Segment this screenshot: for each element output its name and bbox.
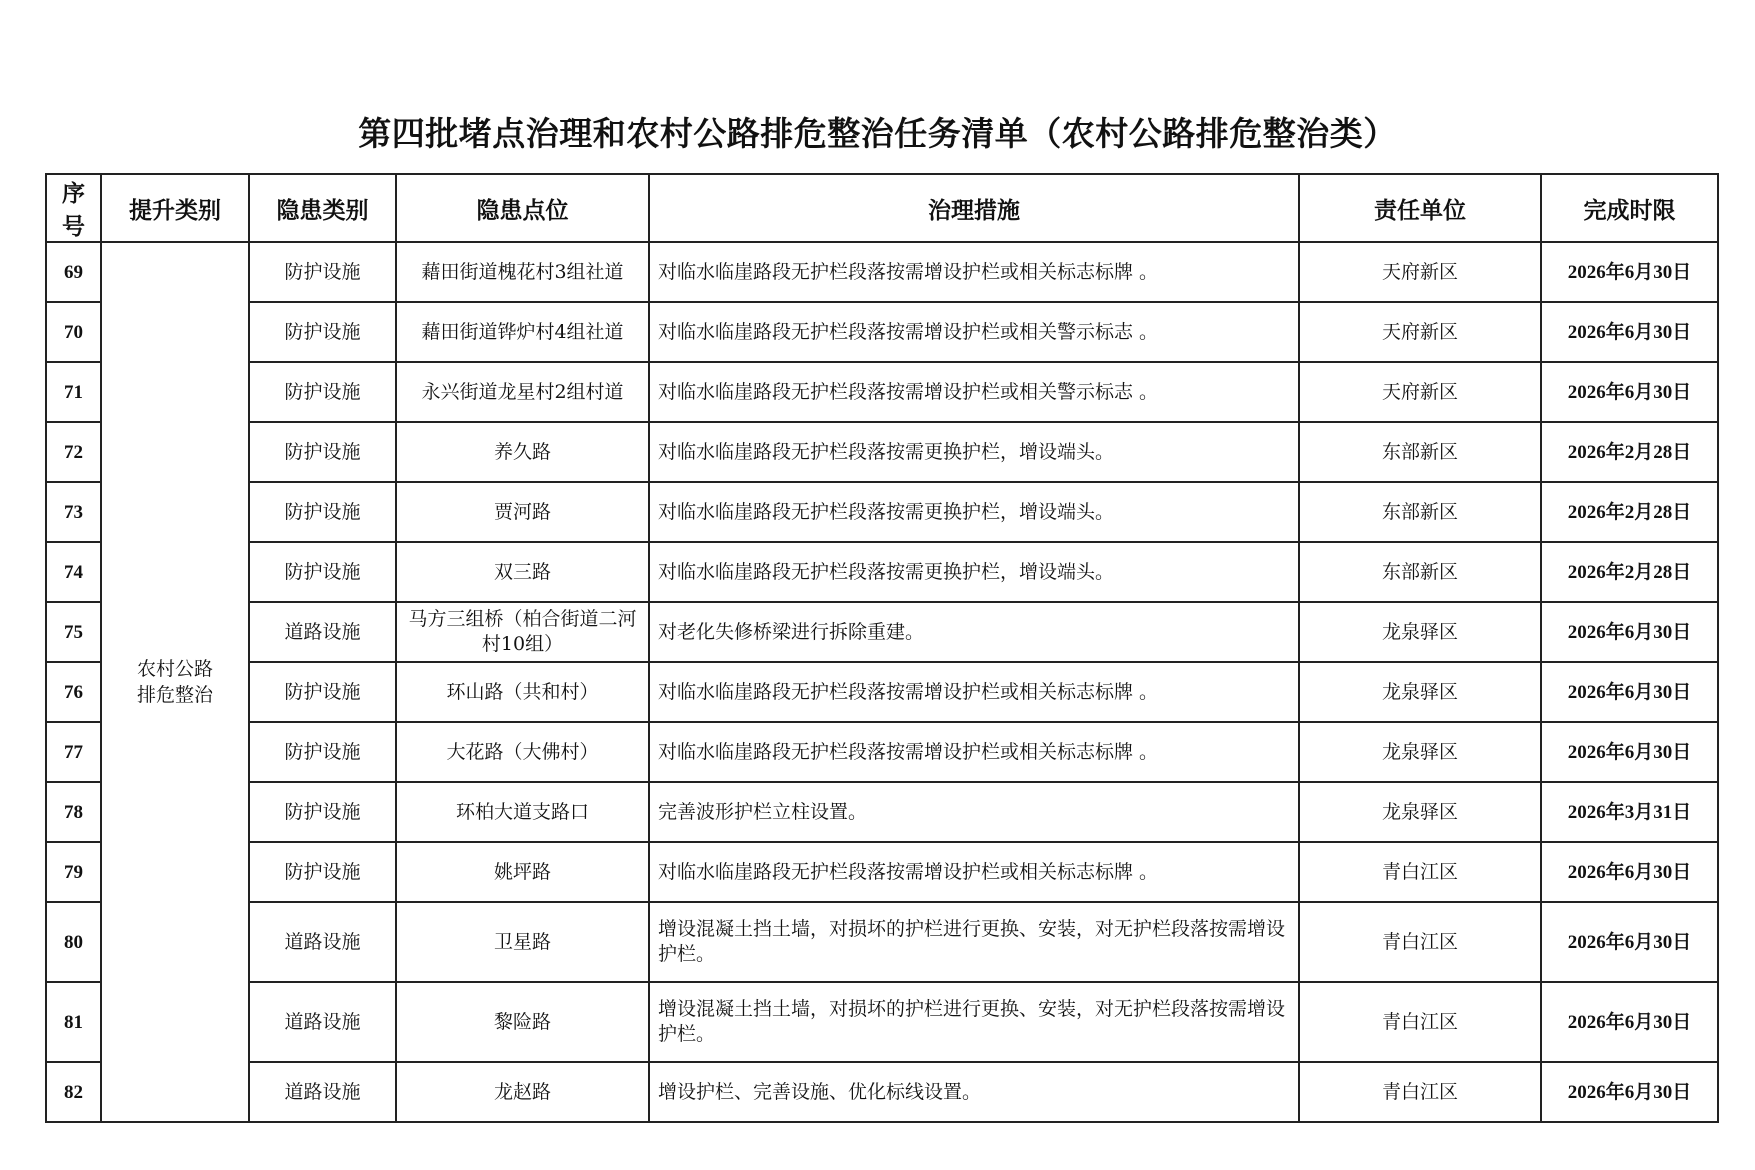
measure: 对临水临崖路段无护栏段落按需更换护栏，增设端头。: [649, 482, 1299, 542]
hazard-location: [396, 982, 649, 1062]
responsible-unit: 龙泉驿区: [1299, 602, 1541, 662]
hazard-type: 防护设施: [249, 242, 396, 302]
header-no: 序号: [46, 174, 101, 242]
row-number: 73: [46, 482, 101, 542]
table-row: [46, 722, 1718, 782]
deadline: 2026年6月30日: [1541, 722, 1718, 782]
row-number: 76: [46, 662, 101, 722]
hazard-location-text: 养久路: [493, 440, 551, 463]
responsible-unit: 青白江区: [1299, 982, 1541, 1062]
hazard-location: [396, 782, 649, 842]
hazard-type: 防护设施: [249, 842, 396, 902]
hazard-location-text: 马方三组桥（柏合街道二河村10组）: [408, 608, 637, 655]
responsible-unit: 东部新区: [1299, 542, 1541, 602]
hazard-location: [396, 1062, 649, 1122]
hazard-type: 防护设施: [249, 362, 396, 422]
measure: 对临水临崖路段无护栏段落按需更换护栏，增设端头。: [649, 422, 1299, 482]
measure: 对临水临崖路段无护栏段落按需增设护栏或相关标志标牌 。: [649, 842, 1299, 902]
hazard-type: 道路设施: [249, 902, 396, 982]
hazard-location-text: 环柏大道支路口: [455, 800, 589, 823]
deadline: 2026年6月30日: [1541, 362, 1718, 422]
measure: 对临水临崖路段无护栏段落按需增设护栏或相关标志标牌 。: [649, 662, 1299, 722]
hazard-type: 道路设施: [249, 982, 396, 1062]
hazard-location-text: 卫星路: [493, 930, 551, 953]
measure: 增设混凝土挡土墙，对损坏的护栏进行更换、安装，对无护栏段落按需增设护栏。: [649, 902, 1299, 982]
deadline: 2026年6月30日: [1541, 982, 1718, 1062]
row-number: 74: [46, 542, 101, 602]
hazard-location-text: 环山路（共和村）: [446, 680, 599, 703]
hazard-location: [396, 482, 649, 542]
header-deadline: 完成时限: [1541, 174, 1718, 242]
hazard-location: [396, 662, 649, 722]
hazard-location: [396, 422, 649, 482]
hazard-location-text: 黎险路: [493, 1010, 551, 1033]
table-row: [46, 362, 1718, 422]
header-hazard-type: 隐患类别: [249, 174, 396, 242]
page-title: 第四批堵点治理和农村公路排危整治任务清单（农村公路排危整治类）: [358, 114, 1397, 153]
responsible-unit: 天府新区: [1299, 362, 1541, 422]
row-number: 81: [46, 982, 101, 1062]
deadline: 2026年6月30日: [1541, 1062, 1718, 1122]
hazard-location-text: 藉田街道铧炉村4组社道: [421, 320, 624, 343]
responsible-unit: 龙泉驿区: [1299, 722, 1541, 782]
row-number: 78: [46, 782, 101, 842]
task-table: [45, 173, 1719, 1123]
measure: 对老化失修桥梁进行拆除重建。: [649, 602, 1299, 662]
row-number: 72: [46, 422, 101, 482]
hazard-location: [396, 842, 649, 902]
measure: 对临水临崖路段无护栏段落按需增设护栏或相关警示标志 。: [649, 362, 1299, 422]
table-row: [46, 422, 1718, 482]
deadline: 2026年2月28日: [1541, 542, 1718, 602]
responsible-unit: 青白江区: [1299, 842, 1541, 902]
deadline: 2026年3月31日: [1541, 782, 1718, 842]
measure: 对临水临崖路段无护栏段落按需增设护栏或相关标志标牌 。: [649, 722, 1299, 782]
row-number: 77: [46, 722, 101, 782]
deadline: 2026年2月28日: [1541, 422, 1718, 482]
hazard-type: 道路设施: [249, 602, 396, 662]
hazard-type: 道路设施: [249, 1062, 396, 1122]
hazard-type: 防护设施: [249, 482, 396, 542]
hazard-location: [396, 602, 649, 662]
header-unit: 责任单位: [1299, 174, 1541, 242]
category-cell: [101, 242, 249, 1122]
row-number: 82: [46, 1062, 101, 1122]
hazard-location-text: 双三路: [493, 560, 551, 583]
deadline: 2026年6月30日: [1541, 602, 1718, 662]
measure: 增设护栏、完善设施、优化标线设置。: [649, 1062, 1299, 1122]
deadline: 2026年6月30日: [1541, 242, 1718, 302]
table-row: [46, 782, 1718, 842]
hazard-type: 防护设施: [249, 422, 396, 482]
measure: 对临水临崖路段无护栏段落按需增设护栏或相关警示标志 。: [649, 302, 1299, 362]
measure: 增设混凝土挡土墙，对损坏的护栏进行更换、安装，对无护栏段落按需增设护栏。: [649, 982, 1299, 1062]
hazard-location: [396, 902, 649, 982]
header-location: 隐患点位: [396, 174, 649, 242]
hazard-location: [396, 302, 649, 362]
deadline: 2026年6月30日: [1541, 662, 1718, 722]
hazard-location-text: 藉田街道槐花村3组社道: [421, 260, 624, 283]
header-measure: 治理措施: [649, 174, 1299, 242]
measure: 对临水临崖路段无护栏段落按需更换护栏，增设端头。: [649, 542, 1299, 602]
hazard-type: 防护设施: [249, 722, 396, 782]
responsible-unit: 东部新区: [1299, 422, 1541, 482]
row-number: 75: [46, 602, 101, 662]
row-number: 71: [46, 362, 101, 422]
hazard-location-text: 大花路（大佛村）: [446, 740, 599, 763]
row-number: 80: [46, 902, 101, 982]
responsible-unit: 天府新区: [1299, 302, 1541, 362]
responsible-unit: 龙泉驿区: [1299, 662, 1541, 722]
table-row: [46, 602, 1718, 662]
hazard-location-text: 永兴街道龙星村2组村道: [421, 380, 624, 403]
table-row: [46, 662, 1718, 722]
hazard-location: [396, 242, 649, 302]
responsible-unit: 东部新区: [1299, 482, 1541, 542]
table-row: [46, 842, 1718, 902]
table-row: [46, 1062, 1718, 1122]
row-number: 69: [46, 242, 101, 302]
hazard-type: 防护设施: [249, 782, 396, 842]
hazard-location: [396, 542, 649, 602]
row-number: 79: [46, 842, 101, 902]
table-row: [46, 982, 1718, 1062]
measure: 对临水临崖路段无护栏段落按需增设护栏或相关标志标牌 。: [649, 242, 1299, 302]
hazard-type: 防护设施: [249, 542, 396, 602]
table-row: [46, 242, 1718, 302]
table-row: [46, 902, 1718, 982]
table-body: [46, 242, 1718, 1122]
deadline: 2026年2月28日: [1541, 482, 1718, 542]
hazard-location-text: 姚坪路: [493, 860, 551, 883]
hazard-location-text: 龙赵路: [493, 1080, 551, 1103]
hazard-location: [396, 722, 649, 782]
hazard-location-text: 贾河路: [493, 500, 551, 523]
hazard-type: 防护设施: [249, 662, 396, 722]
category-text: 农村公路排危整治: [136, 658, 213, 706]
responsible-unit: 青白江区: [1299, 1062, 1541, 1122]
table-header-row: [46, 174, 1718, 242]
responsible-unit: 天府新区: [1299, 242, 1541, 302]
deadline: 2026年6月30日: [1541, 842, 1718, 902]
deadline: 2026年6月30日: [1541, 302, 1718, 362]
deadline: 2026年6月30日: [1541, 902, 1718, 982]
header-category: 提升类别: [101, 174, 249, 242]
responsible-unit: 青白江区: [1299, 902, 1541, 982]
measure: 完善波形护栏立柱设置。: [649, 782, 1299, 842]
hazard-type: 防护设施: [249, 302, 396, 362]
table-row: [46, 482, 1718, 542]
table-row: [46, 302, 1718, 362]
table-row: [46, 542, 1718, 602]
row-number: 70: [46, 302, 101, 362]
responsible-unit: 龙泉驿区: [1299, 782, 1541, 842]
hazard-location: [396, 362, 649, 422]
